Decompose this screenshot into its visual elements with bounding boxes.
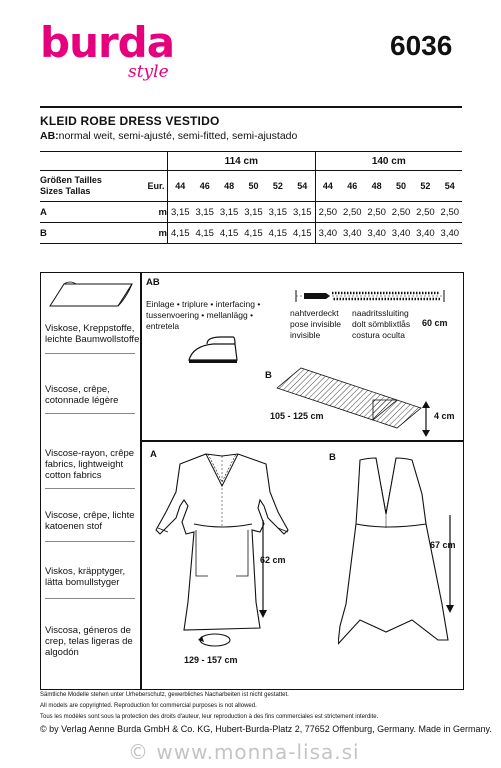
- fabric-divider: [45, 413, 135, 414]
- value-cell: 3,40: [315, 223, 340, 244]
- width-114: 114 cm: [168, 152, 316, 171]
- size-cell: 44: [315, 171, 340, 202]
- value-cell: 2,50: [413, 202, 437, 223]
- unit-cell: m: [145, 223, 168, 244]
- view-b-label: B: [329, 452, 336, 463]
- value-cell: 2,50: [438, 202, 462, 223]
- value-cell: 4,15: [266, 223, 290, 244]
- fabric-divider: [45, 598, 135, 599]
- strip-width-arrow-icon: [420, 400, 432, 438]
- size-cell: 46: [193, 171, 217, 202]
- fabric-fr: Viscose, crêpe, cotonnade légère: [45, 384, 119, 406]
- bias-strip-icon: [275, 364, 435, 434]
- brand-logo: burda: [40, 18, 175, 67]
- value-cell: 4,15: [193, 223, 217, 244]
- garment-title: KLEID ROBE DRESS VESTIDO: [40, 114, 220, 128]
- width-140: 140 cm: [315, 152, 462, 171]
- value-cell: 3,15: [241, 202, 265, 223]
- legal-en: All models are copyrighted. Reproduction for commercial purposes is not allowed.: [40, 703, 257, 709]
- value-cell: 3,15: [266, 202, 290, 223]
- value-cell: 2,50: [315, 202, 340, 223]
- value-cell: 2,50: [364, 202, 388, 223]
- iron-icon: [185, 336, 241, 366]
- unit-cell: m: [145, 202, 168, 223]
- zipper-icon: [290, 287, 450, 305]
- value-cell: 4,15: [217, 223, 241, 244]
- length-b-arrow-icon: [445, 515, 455, 615]
- size-cell: 52: [413, 171, 437, 202]
- size-cell: 48: [364, 171, 388, 202]
- fabric-divider: [45, 353, 135, 354]
- fit-description: [40, 130, 297, 142]
- size-cell: 52: [266, 171, 290, 202]
- value-cell: 3,40: [340, 223, 364, 244]
- value-cell: 3,15: [290, 202, 315, 223]
- yardage-table: [40, 151, 462, 244]
- fabric-sv: Viskos, kräpptyger, lätta bomullstyger: [45, 566, 126, 588]
- sizes-label: Größen Tailles Sizes Tallas: [40, 171, 145, 202]
- strip-b-label: B: [265, 370, 272, 381]
- size-cell: 44: [168, 171, 193, 202]
- copyright-text: © by Verlag Aenne Burda GmbH & Co. KG, Hubert-Burda-Platz 2, 77652 Offenburg, Germany. Made in Germany.: [40, 724, 492, 734]
- value-cell: 4,15: [290, 223, 315, 244]
- value-cell: 3,15: [217, 202, 241, 223]
- table-row-a: [40, 202, 462, 223]
- watermark: © www.monna-lisa.si: [128, 740, 360, 764]
- fabric-nl: Viscose, crêpe, lichte katoenen stof: [45, 510, 135, 532]
- hem-width-a: 129 - 157 cm: [184, 655, 238, 665]
- value-cell: 4,15: [241, 223, 265, 244]
- size-cell: 46: [340, 171, 364, 202]
- value-cell: 3,40: [389, 223, 413, 244]
- fit-prefix: AB:: [40, 130, 59, 142]
- dress-a-drawing: [148, 452, 298, 652]
- table-width-row: [40, 152, 462, 171]
- table-row-b: [40, 223, 462, 244]
- interfacing-text: Einlage • triplure • interfacing • tussenvoering • mellanlägg • entretela: [146, 299, 261, 331]
- value-cell: 3,40: [438, 223, 462, 244]
- size-cell: 50: [389, 171, 413, 202]
- dress-b-drawing: [338, 454, 458, 660]
- size-cell: 48: [217, 171, 241, 202]
- fabric-swatch-icon: [46, 276, 138, 316]
- fabric-divider: [45, 488, 135, 489]
- zipper-col2: naadritssluiting dolt sömblixtlås costura oculta: [352, 308, 411, 340]
- value-cell: 3,40: [364, 223, 388, 244]
- value-cell: 4,15: [168, 223, 193, 244]
- eur-label: Eur.: [145, 171, 168, 202]
- brand-sub: style: [128, 62, 169, 82]
- value-cell: 2,50: [389, 202, 413, 223]
- fabric-es: Viscosa, géneros de crep, telas ligeras de algodón: [45, 625, 133, 658]
- panel-divider: [140, 440, 463, 442]
- size-cell: 54: [290, 171, 315, 202]
- hem-width-icon: [196, 632, 234, 648]
- fit-text: normal weit, semi-ajusté, semi-fitted, semi-ajustado: [58, 130, 298, 142]
- header-rule: [40, 106, 462, 108]
- strip-length: 105 - 125 cm: [270, 411, 324, 421]
- pattern-number: 6036: [390, 30, 453, 61]
- zipper-length: 60 cm: [422, 318, 448, 328]
- size-cell: 50: [241, 171, 265, 202]
- length-b: 67 cm: [430, 540, 456, 550]
- legal-de: Sämtliche Modelle stehen unter Urheberschutz, gewerbliches Nacharbeiten ist nicht gestattet.: [40, 692, 289, 698]
- value-cell: 3,15: [193, 202, 217, 223]
- length-a: 62 cm: [260, 555, 286, 565]
- row-label: B: [40, 223, 145, 244]
- table-size-row: [40, 171, 462, 202]
- value-cell: 3,15: [168, 202, 193, 223]
- view-a-label: A: [150, 449, 157, 460]
- row-label: A: [40, 202, 145, 223]
- value-cell: 3,40: [413, 223, 437, 244]
- length-a-arrow-icon: [258, 520, 268, 620]
- value-cell: 2,50: [340, 202, 364, 223]
- size-cell: 54: [438, 171, 462, 202]
- fabric-en: Viscose-rayon, crêpe fabrics, lightweight cotton fabrics: [45, 448, 135, 481]
- notions-ab-label: AB: [146, 277, 160, 288]
- strip-width: 4 cm: [434, 411, 455, 421]
- fabric-de: Viskose, Kreppstoffe, leichte Baumwollstoffe: [45, 323, 140, 345]
- zipper-col1: nahtverdeckt pose invisible invisible: [290, 308, 342, 340]
- fabric-divider: [45, 541, 135, 542]
- panel-divider: [140, 272, 142, 690]
- legal-fr: Tous les modèles sont sous la protection des droits d'auteur, leur reproduction à des fins commerciales est strictement interdite.: [40, 714, 379, 720]
